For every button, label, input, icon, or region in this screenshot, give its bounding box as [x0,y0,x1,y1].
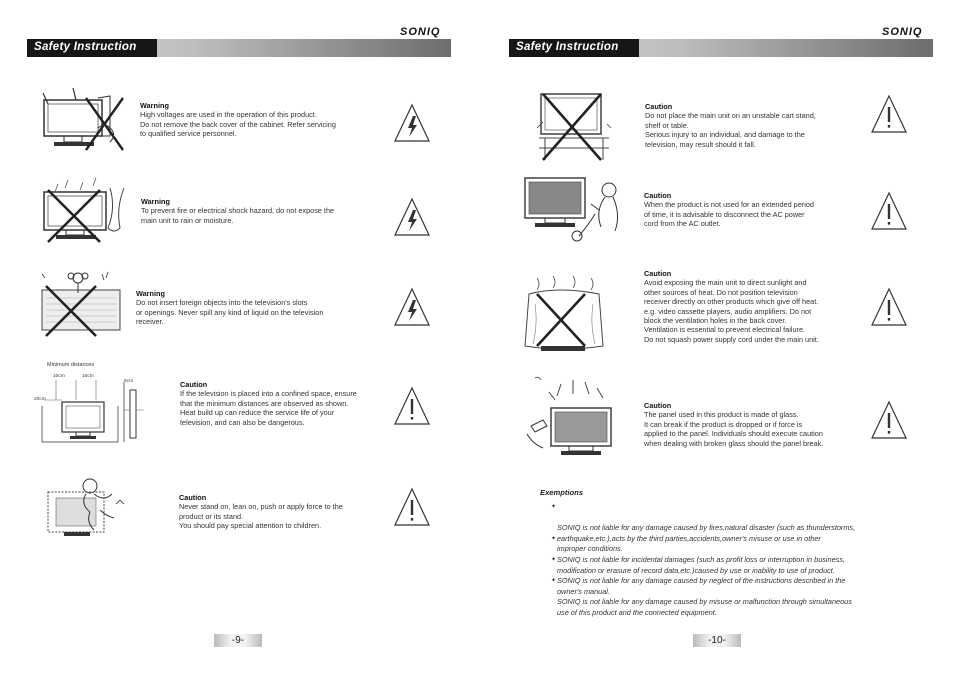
exemption-item: ✦ SONIQ is not liable for any damage caused by misuse or malfunction through simultaneous use of this product and the connected equipment. [551,578,852,617]
section-title: Caution [644,401,672,410]
brand-logo: SONIQ [400,26,441,38]
minimum-distance-diagram [36,370,166,446]
distance-label-top-b: 10cm [82,374,94,379]
tv-back-cover-illustration [38,88,128,158]
section-body: Do not place the main unit on an unstable cart stand, shelf or table. Serious injury to an individual, and damage to the television, may result should it fall. [645,111,816,149]
exclamation-triangle-icon [870,191,908,231]
bullet-icon: ✦ [551,504,557,510]
right-section-3-text [644,269,819,344]
distance-diagram-title: Minimum distances [47,362,95,368]
exclamation-triangle-icon [393,487,431,527]
section-3-text [136,289,323,327]
tv-glass-panel-illustration [521,374,621,464]
section-4-text [180,380,357,427]
section-title: Caution [179,493,207,502]
right-page [477,0,954,674]
header-title: Safety Instruction [34,41,137,53]
exclamation-triangle-icon [870,94,908,134]
section-title: Caution [644,269,672,278]
header-bar [509,39,933,57]
section-body: When the product is not used for an extended period of time, it is advisable to disconnect the AC power cord from the AC outlet. [644,200,814,229]
right-section-2-text [644,191,814,229]
page-number: -9- [214,634,262,647]
section-title: Warning [141,197,170,206]
section-title: Caution [645,102,673,111]
distance-label-back: 5cm [124,379,134,384]
section-2-text [141,197,334,225]
exclamation-triangle-icon [870,287,908,327]
section-body: The panel used in this product is made of glass. It can break if the product is dropped or if force is applied to the panel. Individuals should execute caution when dealing with broken glass should the panel break. [644,410,824,448]
child-climbing-tv-illustration [40,470,130,542]
bullet-icon: ✦ [551,557,557,563]
section-body: Never stand on, lean on, push or apply force to the product or its stand. You should pay special attention to children. [179,502,343,531]
exclamation-triangle-icon [870,400,908,440]
section-body: Avoid exposing the main unit to direct sunlight and other sources of heat. Do not position television receiver directly on other products which give off heat. e.g. video cassette players, audio amplifiers. Do not block the ventilation holes in the back cover. Ventilation is essential to prevent electrical failure. Do not squash power supply cord under the main unit. [644,278,819,344]
lightning-triangle-icon [393,287,431,327]
section-title: Warning [136,289,165,298]
section-body: To prevent fire or electrical shock hazard, do not expose the main unit to rain or moisture. [141,206,335,225]
header-bar [27,39,451,57]
section-body: If the television is placed into a confined space, ensure that the minimum distances are observed as shown. Heat build up can reduce the service life of your television, and can also be dangerous. [180,389,357,427]
lightning-triangle-icon [393,103,431,143]
tv-covered-heat-illustration [523,274,613,358]
exclamation-triangle-icon [393,386,431,426]
section-title: Caution [644,191,672,200]
brand-logo: SONIQ [882,26,923,38]
section-body: High voltages are used in the operation of this product. Do not remove the back cover of the cabinet. Refer servicing to qualified service personnel. [140,110,336,139]
header-title: Safety Instruction [516,41,619,53]
lightning-triangle-icon [393,197,431,237]
tv-foreign-objects-illustration [38,268,128,340]
header-tab [27,39,157,57]
exemption-item: ✦ SONIQ is not liable for any damage caused by fires,natural disaster (such as thunderstorms, earthquake,etc.),acts by the third parties,accidents,owner's misuse or use in other improper conditions. [551,504,856,553]
exemption-item: ✦ SONIQ is not liable for incidental damages (such as profit loss or interruption in business, modification or erasure of record data,etc.)caused by use or inability to use of product. [551,536,845,575]
bullet-icon: ✦ [551,536,557,542]
section-title: Warning [140,101,169,110]
section-title: Caution [180,380,208,389]
tv-unstable-cart-illustration [535,88,615,162]
tv-unplug-illustration [521,174,631,248]
distance-label-side: 20cm [34,397,46,402]
exemptions-title: Exemptions [540,488,584,497]
exemption-item: ✦ SONIQ is not liable for any damage caused by neglect of the instructions described in the owner's manual. [551,557,846,596]
section-body: Do not insert foreign objects into the television's slots or openings. Never spill any kind of liquid on the television receiver. [136,298,324,327]
section-5-text [179,493,343,531]
distance-label-top-a: 10cm [53,374,65,379]
header-tab [509,39,639,57]
tv-rain-illustration [38,178,133,248]
bullet-icon: ✦ [551,578,557,584]
page-number: -10- [693,634,741,647]
section-1-text [140,101,336,139]
right-section-4-text [644,401,823,448]
right-section-1-text [645,102,816,149]
